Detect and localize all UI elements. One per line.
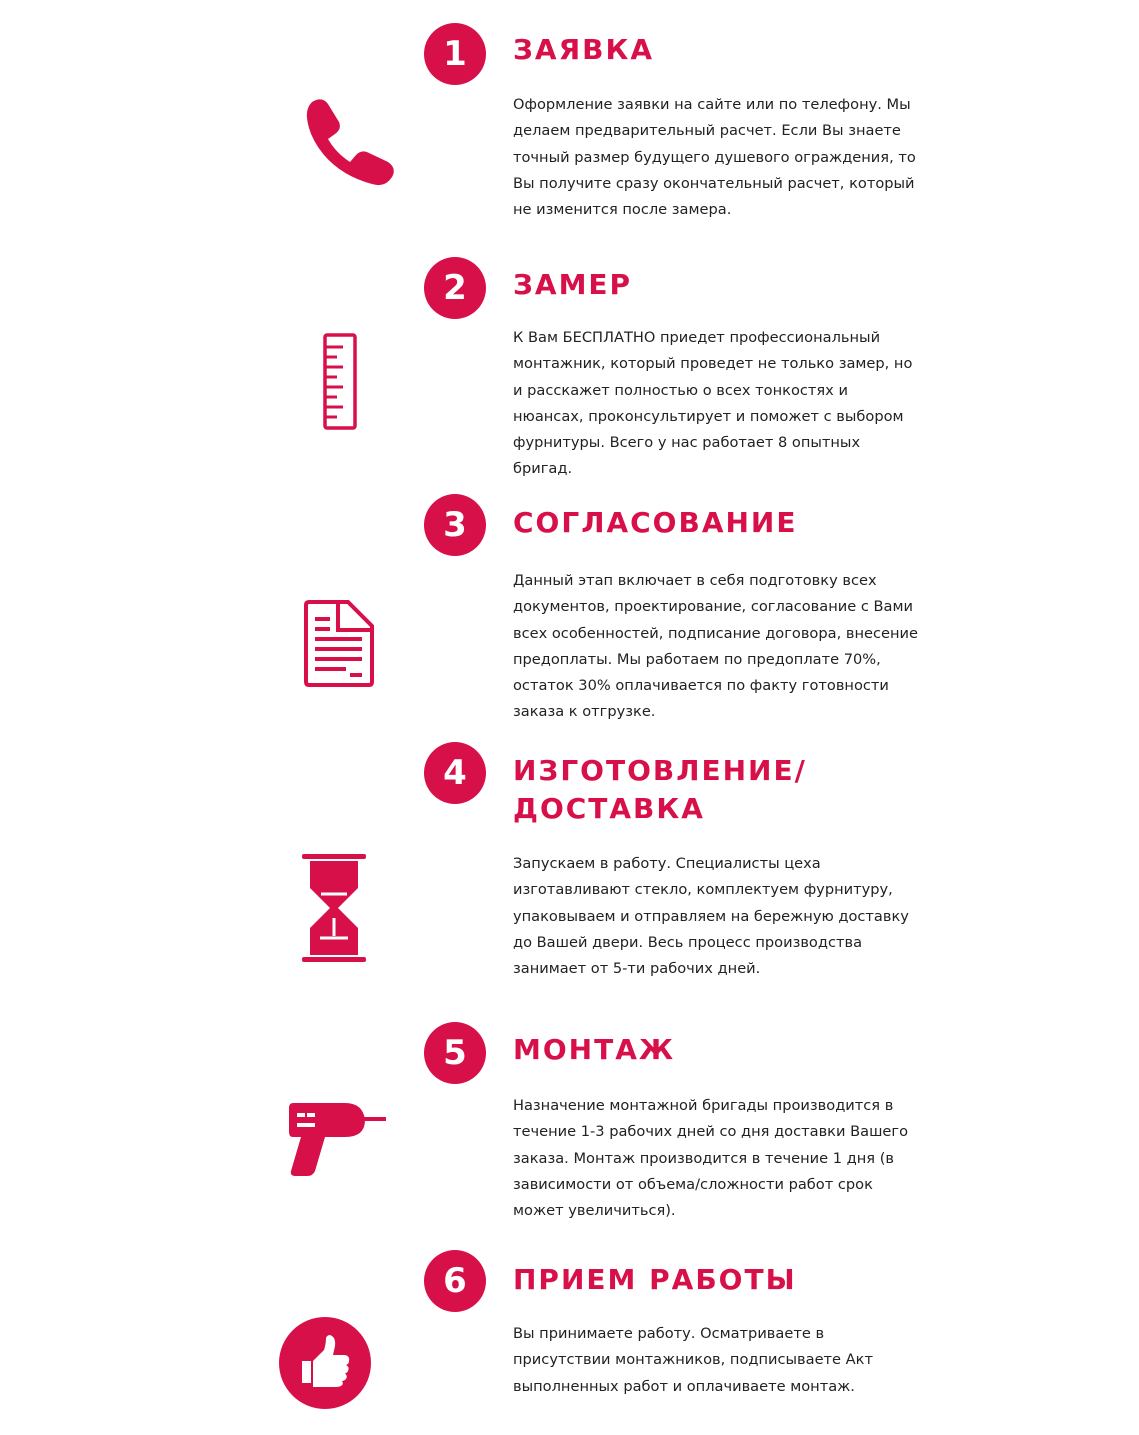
step-number-badge: 5 (424, 1022, 486, 1084)
step-description: Данный этап включает в себя подготовку всех документов, проектирование, согласование с Вами всех особенностей, подписание договора, внесение предоплаты. Мы работаем по предоплате 70%, остаток 30% оплачивается по факту готовности заказа к отгрузке. (513, 572, 918, 721)
step-description: Запускаем в работу. Специалисты цеха изготавливают стекло, комплектуем фурнитуру, упаковываем и отправляем на бережную доставку до Вашей двери. Весь процесс производства занимает от 5-ти рабочих дней. (513, 855, 909, 978)
thumbs-up-icon (278, 1316, 372, 1410)
ruler-icon (323, 333, 359, 431)
step-description: Оформление заявки на сайте или по телефону. Мы делаем предварительный расчет. Если Вы знаете точный размер будущего душевого ограждения, то Вы получите сразу окончательный расчет, который не изменится после замера. (513, 96, 916, 219)
step-description: Назначение монтажной бригады производится в течение 1-3 рабочих дней со дня доставки Вашего заказа. Монтаж производится в течение 1 дня (в зависимости от объема/сложности работ срок может увеличиться). (513, 1097, 909, 1220)
step-title: СОГЛАСОВАНИЕ (513, 506, 798, 539)
step-number-badge: 3 (424, 494, 486, 556)
step-title: ПРИЕМ РАБОТЫ (513, 1263, 797, 1296)
drill-icon (289, 1100, 387, 1180)
step-title: МОНТАЖ (513, 1033, 676, 1066)
step-title: ЗАЯВКА (513, 33, 655, 66)
step-description: К Вам БЕСПЛАТНО приедет профессиональный монтажник, который проведет не только замер, но и расскажет полностью о всех тонкостях и нюансах, проконсультирует и поможет с выбором фурнитуры. Всего у нас работает 8 опытных бригад. (513, 329, 913, 478)
step-number-badge: 1 (424, 23, 486, 85)
document-icon (302, 599, 376, 689)
step-number-badge: 2 (424, 257, 486, 319)
step-title: ИЗГОТОВЛЕНИЕ/ ДОСТАВКА (513, 754, 807, 825)
step-description: Вы принимаете работу. Осматриваете в присутствии монтажников, подписываете Акт выполненных работ и оплачиваете монтаж. (513, 1325, 873, 1395)
step-number-badge: 4 (424, 742, 486, 804)
step-title: ЗАМЕР (513, 268, 633, 301)
step-number-badge: 6 (424, 1250, 486, 1312)
hourglass-icon (302, 852, 368, 964)
phone-icon (306, 98, 396, 186)
